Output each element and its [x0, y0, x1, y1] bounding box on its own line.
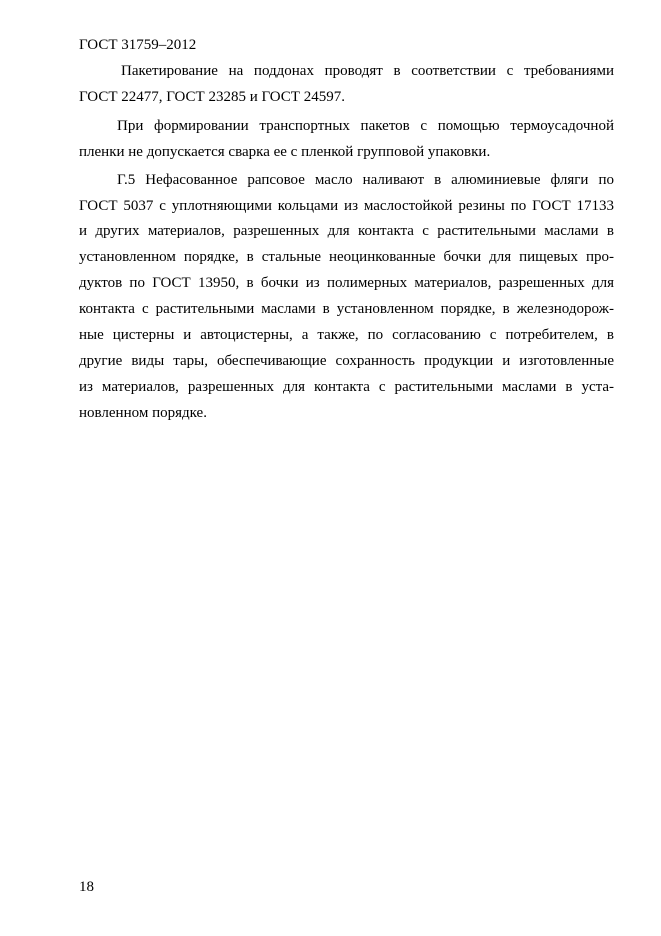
paragraph-2-line-1: При формировании транспортных пакетов с помощью термоусадочной	[117, 118, 614, 134]
paragraph-3-line-2: ГОСТ 5037 с уплотняющими кольцами из маслостойкой резины по ГОСТ 17133	[79, 198, 614, 214]
paragraph-3-line-3: и других материалов, разрешенных для контакта с растительными маслами в	[79, 223, 614, 239]
paragraph-3-line-1: Г.5 Нефасованное рапсовое масло наливают в алюминиевые фляги по	[117, 172, 614, 188]
paragraph-2-line-2: пленки не допускается сварка ее с пленкой групповой упаковки.	[79, 144, 491, 160]
paragraph-3-line-6: контакта с растительными маслами в установленном порядке, в железнодорож-	[79, 301, 614, 317]
paragraph-1-line-2: ГОСТ 22477, ГОСТ 23285 и ГОСТ 24597.	[79, 89, 345, 105]
paragraph-3-line-5: дуктов по ГОСТ 13950, в бочки из полимерных материалов, разрешенных для	[79, 275, 614, 291]
paragraph-3-line-10: новленном порядке.	[79, 405, 207, 421]
paragraph-3-line-7: ные цистерны и автоцистерны, а также, по согласованию с потребителем, в	[79, 327, 614, 343]
page-number: 18	[79, 879, 94, 895]
paragraph-3-line-8: другие виды тары, обеспечивающие сохранность продукции и изготовленные	[79, 353, 614, 369]
paragraph-1-line-1: Пакетирование на поддонах проводят в соответствии с требованиями	[121, 63, 614, 79]
paragraph-3-line-9: из материалов, разрешенных для контакта с растительными маслами в уста-	[79, 379, 614, 395]
paragraph-3-line-4: установленном порядке, в стальные неоцинкованные бочки для пищевых про-	[79, 249, 614, 265]
document-header: ГОСТ 31759–2012	[79, 37, 197, 53]
